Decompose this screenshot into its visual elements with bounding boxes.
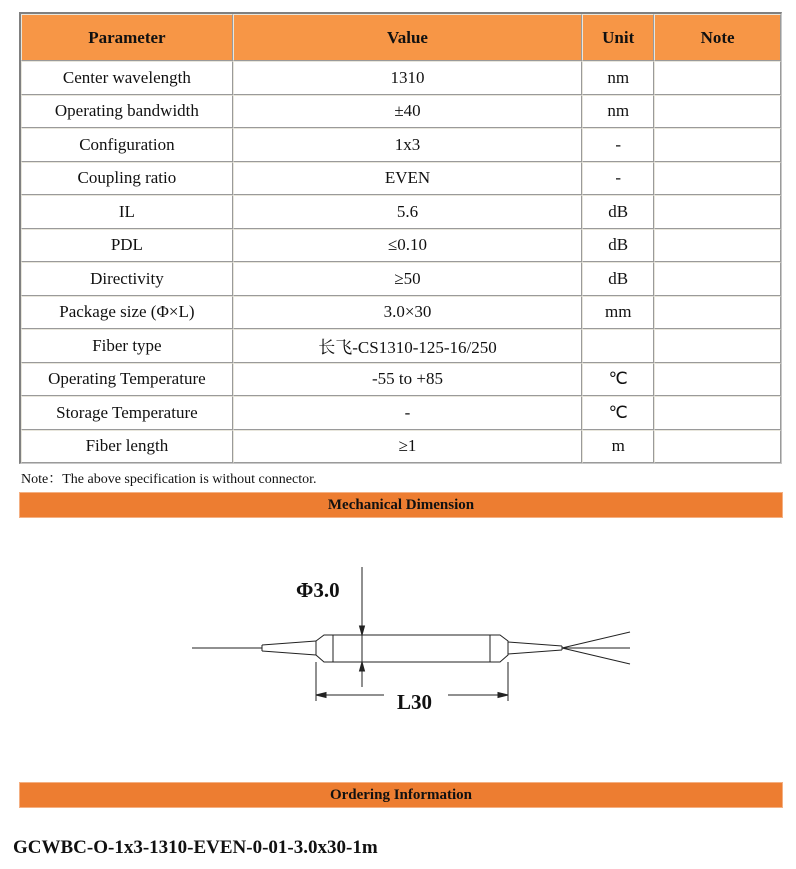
cell-note (654, 296, 781, 330)
cell-parameter: Package size (Φ×L) (21, 296, 233, 330)
diameter-label: Φ3.0 (296, 578, 340, 602)
cell-parameter: Directivity (21, 262, 233, 296)
spec-table-body (21, 61, 781, 463)
header-unit: Unit (582, 14, 654, 61)
cell-parameter: Operating Temperature (21, 363, 233, 397)
cell-unit: dB (582, 195, 654, 229)
cell-unit (582, 329, 654, 363)
cell-note (654, 329, 781, 363)
table-row (21, 162, 781, 196)
table-row (21, 262, 781, 296)
cell-unit: nm (582, 61, 654, 95)
cell-value: EVEN (233, 162, 582, 196)
cell-note (654, 396, 781, 430)
cell-note (654, 95, 781, 129)
cell-value: 1x3 (233, 128, 582, 162)
cell-value: ≥1 (233, 430, 582, 464)
table-row (21, 430, 781, 464)
cell-value: -55 to +85 (233, 363, 582, 397)
cell-parameter: Configuration (21, 128, 233, 162)
cell-note (654, 195, 781, 229)
table-row (21, 396, 781, 430)
cell-value: 5.6 (233, 195, 582, 229)
table-row (21, 229, 781, 263)
cell-value: ≥50 (233, 262, 582, 296)
cell-unit: nm (582, 95, 654, 129)
cell-parameter: Center wavelength (21, 61, 233, 95)
cell-unit: dB (582, 229, 654, 263)
cell-note (654, 430, 781, 464)
table-row (21, 195, 781, 229)
output-fiber-1 (562, 632, 630, 648)
cell-unit: dB (582, 262, 654, 296)
ordering-code: GCWBC-O-1x3-1310-EVEN-0-01-3.0x30-1m (13, 837, 378, 858)
cell-unit: - (582, 162, 654, 196)
spec-note: Note：The above specification is without connector. (21, 472, 317, 487)
header-parameter: Parameter (21, 14, 233, 61)
cell-value: ±40 (233, 95, 582, 129)
tube-body (316, 635, 508, 662)
table-row (21, 128, 781, 162)
cell-note (654, 128, 781, 162)
cell-value: 3.0×30 (233, 296, 582, 330)
table-row (21, 329, 781, 363)
table-row (21, 95, 781, 129)
cell-parameter: IL (21, 195, 233, 229)
spec-table (19, 12, 782, 464)
cell-value: - (233, 396, 582, 430)
cell-parameter: PDL (21, 229, 233, 263)
header-value: Value (233, 14, 582, 61)
header-note: Note (654, 14, 781, 61)
cell-note (654, 229, 781, 263)
spec-table-header (21, 14, 781, 61)
cell-note (654, 363, 781, 397)
cell-parameter: Storage Temperature (21, 396, 233, 430)
cell-value: 长飞-CS1310-125-16/250 (233, 329, 582, 363)
cell-unit: ℃ (582, 363, 654, 397)
cell-parameter: Coupling ratio (21, 162, 233, 196)
table-row (21, 363, 781, 397)
section-mechanical-dimension: Mechanical Dimension (19, 492, 783, 518)
cell-unit: ℃ (582, 396, 654, 430)
cell-unit: - (582, 128, 654, 162)
cell-parameter: Fiber length (21, 430, 233, 464)
cell-note (654, 61, 781, 95)
section-ordering-information: Ordering Information (19, 782, 783, 808)
cell-note (654, 262, 781, 296)
cell-value: ≤0.10 (233, 229, 582, 263)
cell-value: 1310 (233, 61, 582, 95)
output-fiber-3 (562, 648, 630, 664)
table-row (21, 296, 781, 330)
cell-note (654, 162, 781, 196)
cell-parameter: Fiber type (21, 329, 233, 363)
table-row (21, 61, 781, 95)
cell-unit: mm (582, 296, 654, 330)
cell-parameter: Operating bandwidth (21, 95, 233, 129)
cell-unit: m (582, 430, 654, 464)
length-label: L30 (397, 690, 433, 714)
